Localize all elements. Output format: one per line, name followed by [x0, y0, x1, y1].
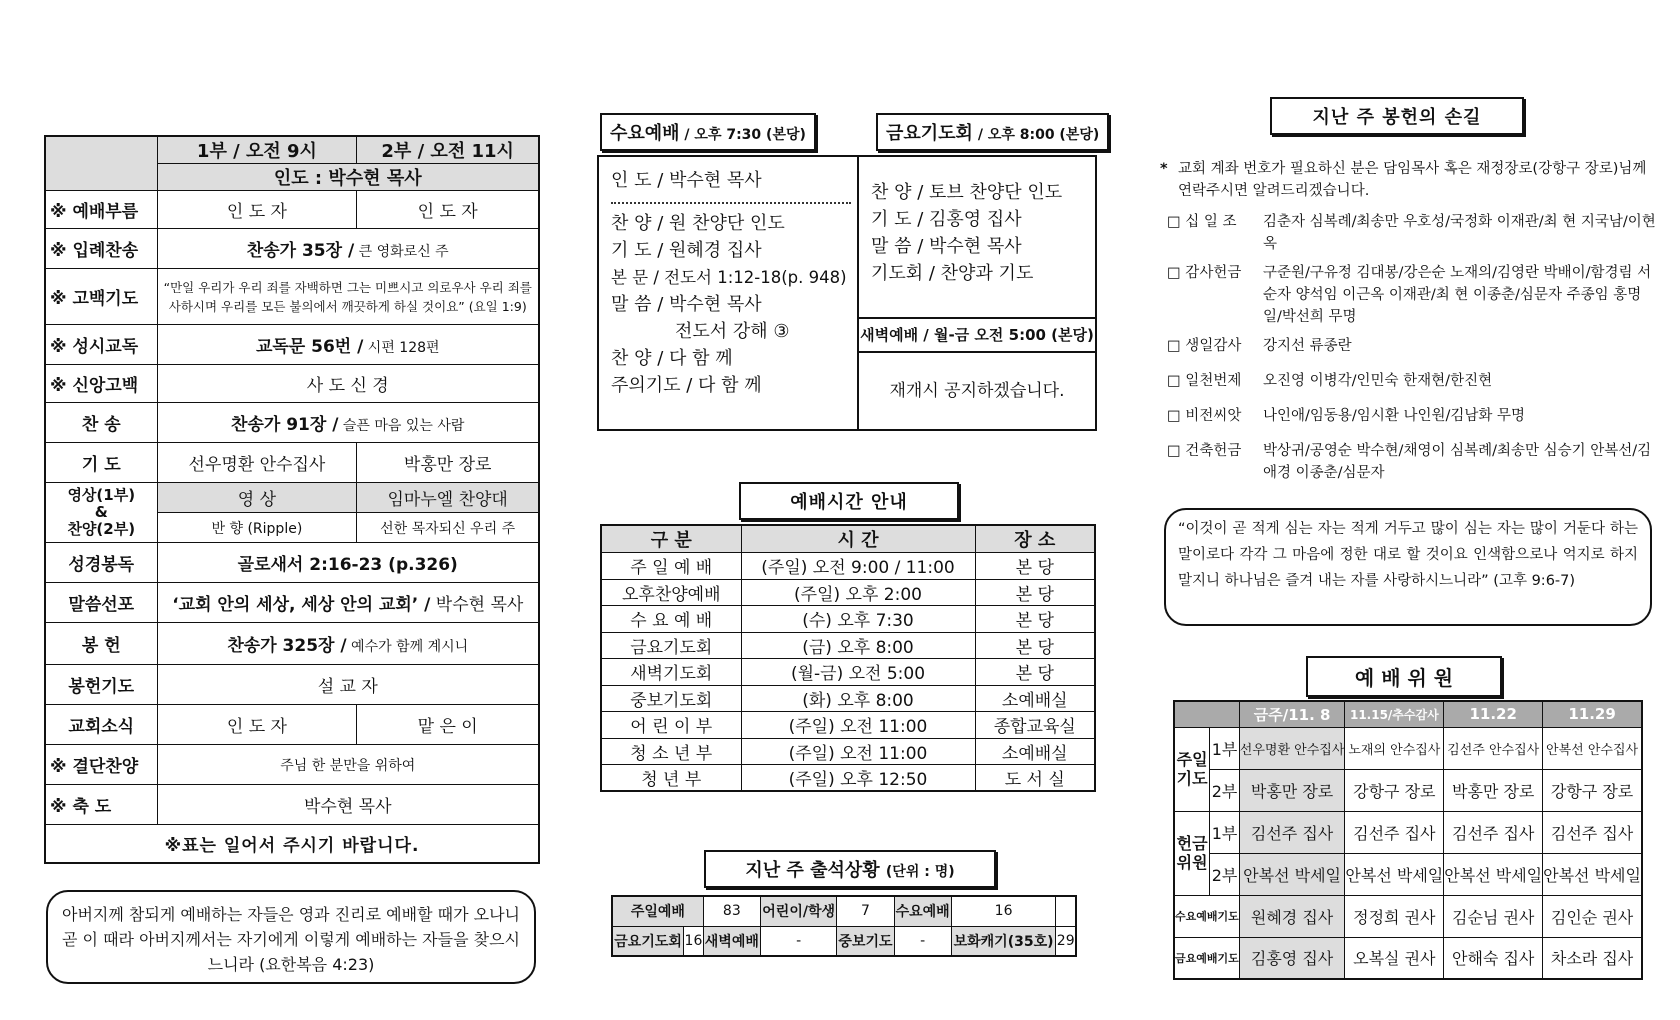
notice-text: 교회 계좌 번호가 필요하신 분은 담임목사 혹은 재정장로(강항구 장로)님께 연락주시면 알려드리겠습니다. [1178, 161, 1647, 199]
group-label: 주일기도 [1174, 727, 1210, 811]
member-cell: 박홍만 장로 [1239, 769, 1345, 811]
offering-category: □ 비전씨앗 [1167, 408, 1242, 424]
wed-line: 인 도 / 박수현 목사 [611, 170, 762, 191]
label-part: 영상(1부) [67, 486, 136, 504]
schedule-cell: (주일) 오전 11:00 [741, 712, 975, 739]
schedule-cell: 본 당 [975, 632, 1095, 659]
offering-names: 박상귀/공영순 박수현/채영이 심복례/최송만 심승기 안복선/김애경 이종춘/심문자 [1263, 443, 1652, 481]
member-cell: 김선주 집사 [1444, 811, 1543, 853]
member-cell: 차소라 집사 [1543, 937, 1642, 979]
schedule-row [601, 632, 1095, 659]
row-label: ※ 입례찬송 [45, 229, 157, 269]
row-label: ※ 고백기도 [45, 269, 157, 325]
schedule-cell: 본 당 [975, 553, 1095, 580]
offering-names: 김춘자 심복례/최송만 우호성/국정화 이재관/최 현 지국남/이현옥 [1263, 214, 1656, 252]
wed-line: 말 씀 / 박수현 목사 [611, 294, 762, 315]
schedule-cell: 종합교육실 [975, 712, 1095, 739]
schedule-title: 예배시간 안내 [739, 482, 959, 520]
wed-title: 수요예배 [610, 123, 680, 144]
member-cell: 오복실 권사 [1345, 937, 1444, 979]
label-part: 찬양(2부) [67, 520, 136, 538]
offering-names: 구준원/구유정 김대봉/강은순 노재의/김영란 박배이/함경림 서순자 양석임 이근옥 이재관/최 현 이종춘/심문자 주종임 홍명일/박선희 무명 [1263, 265, 1652, 325]
part-label: 1부 [1210, 727, 1239, 769]
row-label: 봉헌기도 [45, 665, 157, 705]
schedule-cell: 수 요 예 배 [601, 606, 741, 633]
row-cell [157, 229, 539, 269]
member-cell: 김순님 권사 [1444, 895, 1543, 937]
member-cell: 안복선 박세일 [1444, 853, 1543, 895]
schedule-cell: 본 당 [975, 579, 1095, 606]
wed-line: 찬 양 / 다 함 께 [611, 348, 733, 369]
row-label: 찬 송 [45, 403, 157, 443]
members-table [1173, 700, 1643, 980]
row-cell: 박홍만 장로 [357, 443, 539, 483]
schedule-header: 구 분 [601, 525, 741, 553]
row-cell: 인 도 자 [357, 191, 539, 229]
part-label: 1부 [1210, 811, 1239, 853]
row-label: ※ 성시교독 [45, 325, 157, 365]
sermon-preacher: 박수현 목사 [430, 595, 524, 615]
offering-category: □ 건축헌금 [1167, 443, 1242, 459]
offering-row [1167, 335, 1657, 357]
schedule-cell: (주일) 오전 9:00 / 11:00 [741, 553, 975, 580]
att-label: 새벽예배 [703, 926, 760, 956]
corinthians-verse-text: “이것이 곧 적게 심는 자는 적게 거두고 많이 심는 자는 많이 거둔다 하는 말이로다 각각 그 마음에 정한 대로 할 것이요 인색함으로나 억지로 하지 말지니 하나님은 즐겨 내는 자를 사랑하시느니라” (고후 9:6-7) [1178, 521, 1638, 589]
member-cell: 선우명환 안수집사 [1239, 727, 1345, 769]
members-date-header: 11.22 [1444, 701, 1543, 727]
offering-names: 강지선 류종란 [1263, 338, 1352, 354]
standing-footnote: ※표는 일어서 주시기 바랍니다. [45, 825, 539, 863]
scripture-text: 골로새서 2:16-23 (p.326) [237, 555, 458, 575]
fri-title-box [876, 113, 1109, 151]
schedule-cell: 본 당 [975, 659, 1095, 686]
row-cell: 선한 목자되신 우리 주 [357, 513, 539, 543]
schedule-cell: 청 년 부 [601, 765, 741, 792]
schedule-row [601, 659, 1095, 686]
row-cell: 인 도 자 [157, 191, 357, 229]
leader-cell: 인도 : 박수현 목사 [157, 164, 539, 191]
row-label: ※ 결단찬양 [45, 745, 157, 785]
member-cell: 안복선 박세일 [1239, 853, 1345, 895]
wed-content [611, 167, 851, 399]
row-label: 성경봉독 [45, 543, 157, 583]
reading-title: 시편 128편 [363, 340, 440, 356]
schedule-header: 시 간 [741, 525, 975, 553]
john-verse-box [46, 890, 536, 984]
att-value: - [760, 926, 836, 956]
offering-names: 오진영 이병각/인민숙 한재현/한진현 [1263, 373, 1493, 389]
att-label: 보화캐기(35호) [951, 926, 1056, 956]
row-cell: 선우명환 안수집사 [157, 443, 357, 483]
row-cell: 반 향 (Ripple) [157, 513, 357, 543]
schedule-row [601, 553, 1095, 580]
row-cell [157, 543, 539, 583]
schedule-row [601, 606, 1095, 633]
hymn-bold: 찬송가 325장 / [227, 636, 347, 656]
asterisk-icon: * [1160, 161, 1168, 177]
att-value: 16 [684, 926, 704, 956]
hymn-title: 예수가 함께 계시니 [346, 639, 469, 655]
service-1-header: 1부 / 오전 9시 [157, 136, 357, 164]
schedule-cell: (금) 오후 8:00 [741, 632, 975, 659]
members-date-header: 11.15/추수감사 [1345, 701, 1444, 727]
members-title: 예 배 위 원 [1306, 656, 1502, 697]
attendance-title-box [704, 850, 996, 888]
schedule-header: 장 소 [975, 525, 1095, 553]
schedule-cell: 중보기도회 [601, 685, 741, 712]
member-cell: 박홍만 장로 [1444, 769, 1543, 811]
sermon-title: ‘교회 안의 세상, 세상 안의 교회’ / [172, 595, 431, 615]
dawn-text: 재개시 공지하겠습니다. [889, 381, 1065, 401]
schedule-cell: 본 당 [975, 606, 1095, 633]
offering-category: □ 생일감사 [1167, 338, 1242, 354]
schedule-cell: (주일) 오후 2:00 [741, 579, 975, 606]
fri-line: 찬 양 / 토브 찬양단 인도 [871, 182, 1063, 203]
wed-line: 기 도 / 원혜경 집사 [611, 240, 762, 261]
row-label: 기 도 [45, 443, 157, 483]
row-label: ※ 신앙고백 [45, 365, 157, 403]
schedule-row [601, 712, 1095, 739]
row-label [45, 483, 157, 543]
member-cell: 강항구 장로 [1345, 769, 1444, 811]
member-cell: 안복선 박세일 [1345, 853, 1444, 895]
group-label: 수요예배기도 [1174, 895, 1239, 937]
corner-cell [45, 136, 157, 191]
schedule-cell: 주 일 예 배 [601, 553, 741, 580]
row-cell: 설 교 자 [157, 665, 539, 705]
corinthians-verse-box [1164, 508, 1652, 626]
hymn-bold: 찬송가 91장 / [231, 415, 339, 435]
wed-line: 전도서 강해 ③ [675, 321, 790, 342]
offering-row [1167, 370, 1657, 392]
service-2-header: 2부 / 오전 11시 [357, 136, 539, 164]
att-label: 금요기도회 [612, 926, 684, 956]
fri-line: 기 도 / 김홍영 집사 [871, 209, 1022, 230]
schedule-cell: 소예배실 [975, 685, 1095, 712]
row-cell [157, 623, 539, 665]
confession-text: “만일 우리가 우리 죄를 자백하면 그는 미쁘시고 의로우사 우리 죄를 사하시며 우리를 모든 불의에서 깨끗하게 하실 것이요” (요일 1:9) [157, 269, 539, 325]
row-cell: 박수현 목사 [157, 785, 539, 825]
member-cell: 강항구 장로 [1543, 769, 1642, 811]
schedule-cell: 금요기도회 [601, 632, 741, 659]
group-label: 금요예배기도 [1174, 937, 1239, 979]
dotted-divider [611, 202, 851, 204]
member-cell: 정정희 권사 [1345, 895, 1444, 937]
wed-line: 찬 양 / 원 찬양단 인도 [611, 213, 785, 234]
member-cell: 안복선 박세일 [1543, 853, 1642, 895]
member-cell: 김선주 안수집사 [1444, 727, 1543, 769]
att-value: 29 [1056, 926, 1076, 956]
fri-title: 금요기도회 [886, 123, 973, 144]
offering-category: □ 일천번제 [1167, 373, 1242, 389]
schedule-cell: (수) 오후 7:30 [741, 606, 975, 633]
row-label: ※ 축 도 [45, 785, 157, 825]
member-cell: 김홍영 집사 [1239, 937, 1345, 979]
worship-order-table [44, 135, 540, 864]
row-cell [157, 583, 539, 623]
group-label: 헌금위원 [1174, 811, 1210, 895]
part-label: 2부 [1210, 769, 1239, 811]
row-label: 말씀선포 [45, 583, 157, 623]
row-cell: 사 도 신 경 [157, 365, 539, 403]
schedule-cell: 새벽기도회 [601, 659, 741, 686]
member-cell: 노재의 안수집사 [1345, 727, 1444, 769]
row-cell: 인 도 자 [157, 705, 357, 745]
schedule-row [601, 685, 1095, 712]
schedule-cell: (주일) 오후 12:50 [741, 765, 975, 792]
wed-time: / 오후 7:30 (본당) [679, 127, 806, 143]
hymn-bold: 찬송가 35장 / [246, 241, 355, 261]
schedule-cell: (월-금) 오전 5:00 [741, 659, 975, 686]
members-date-header: 금주/11. 8 [1239, 701, 1345, 727]
row-cell: 임마누엘 찬양대 [357, 483, 539, 513]
row-cell [157, 325, 539, 365]
offering-row [1167, 211, 1657, 255]
row-label: 교회소식 [45, 705, 157, 745]
hymn-title: 큰 영화로신 주 [354, 244, 449, 260]
part-label: 2부 [1210, 853, 1239, 895]
fri-content [871, 179, 1091, 287]
schedule-cell: 어 린 이 부 [601, 712, 741, 739]
schedule-cell: (주일) 오전 11:00 [741, 738, 975, 765]
row-cell: 영 상 [157, 483, 357, 513]
row-cell: 주님 한 분만을 위하여 [157, 745, 539, 785]
label-amp: & [94, 503, 108, 521]
attendance-title: 지난 주 출석상황 [745, 860, 880, 881]
offering-title: 지난 주 봉헌의 손길 [1270, 97, 1524, 135]
att-value: 83 [703, 896, 760, 926]
wed-line: 본 문 / 전도서 1:12-18(p. 948) [611, 268, 847, 287]
att-label: 중보기도 [837, 926, 894, 956]
att-value: 16 [951, 896, 1056, 926]
offering-names: 나인애/임동용/임시환 나인원/김남화 무명 [1263, 408, 1525, 424]
member-cell: 김선주 집사 [1543, 811, 1642, 853]
member-cell: 김선주 집사 [1345, 811, 1444, 853]
attendance-table [611, 895, 1077, 957]
schedule-row [601, 738, 1095, 765]
schedule-row [601, 765, 1095, 792]
fri-line: 기도회 / 찬양과 기도 [871, 263, 1034, 284]
wed-title-box [600, 113, 816, 151]
row-cell: 맡 은 이 [357, 705, 539, 745]
fri-line: 말 씀 / 박수현 목사 [871, 236, 1022, 257]
schedule-table [600, 524, 1096, 792]
att-label: 어린이/학생 [760, 896, 836, 926]
schedule-row [601, 579, 1095, 606]
fri-time: / 오후 8:00 (본당) [972, 127, 1100, 143]
att-label: 수요예배 [894, 896, 951, 926]
att-label: 주일예배 [612, 896, 703, 926]
attendance-unit: (단위 : 명) [885, 864, 955, 880]
member-cell: 안복선 안수집사 [1543, 727, 1642, 769]
row-label: 봉 헌 [45, 623, 157, 665]
hymn-title: 슬픈 마음 있는 사람 [338, 418, 465, 434]
schedule-cell: (화) 오후 8:00 [741, 685, 975, 712]
services-box [597, 155, 1097, 431]
offering-row [1167, 440, 1657, 484]
member-cell: 안해숙 집사 [1444, 937, 1543, 979]
att-value: 7 [837, 896, 894, 926]
offering-category: □ 십 일 조 [1167, 214, 1237, 230]
member-cell: 김인순 권사 [1543, 895, 1642, 937]
schedule-cell: 도 서 실 [975, 765, 1095, 792]
offering-notice [1160, 158, 1660, 202]
row-label: ※ 예배부름 [45, 191, 157, 229]
offering-row [1167, 405, 1657, 427]
schedule-cell: 소예배실 [975, 738, 1095, 765]
members-corner [1174, 701, 1239, 727]
dawn-title: 새벽예배 / 월-금 오전 5:00 (본당) [859, 317, 1095, 353]
member-cell: 김선주 집사 [1239, 811, 1345, 853]
member-cell: 원혜경 집사 [1239, 895, 1345, 937]
att-value: - [894, 926, 951, 956]
offering-row [1167, 262, 1657, 328]
wed-line: 주의기도 / 다 함 께 [611, 375, 762, 396]
schedule-cell: 오후찬양예배 [601, 579, 741, 606]
members-date-header: 11.29 [1543, 701, 1642, 727]
schedule-cell: 청 소 년 부 [601, 738, 741, 765]
offering-category: □ 감사헌금 [1167, 265, 1242, 281]
reading-bold: 교독문 56번 / [255, 337, 364, 357]
row-cell [157, 403, 539, 443]
john-verse-text: 아버지께 참되게 예배하는 자들은 영과 진리로 예배할 때가 오나니 곧 이 때라 아버지께서는 자기에게 이렇게 예배하는 자들을 찾으시느니라 (요한복음 4:23) [62, 905, 521, 974]
